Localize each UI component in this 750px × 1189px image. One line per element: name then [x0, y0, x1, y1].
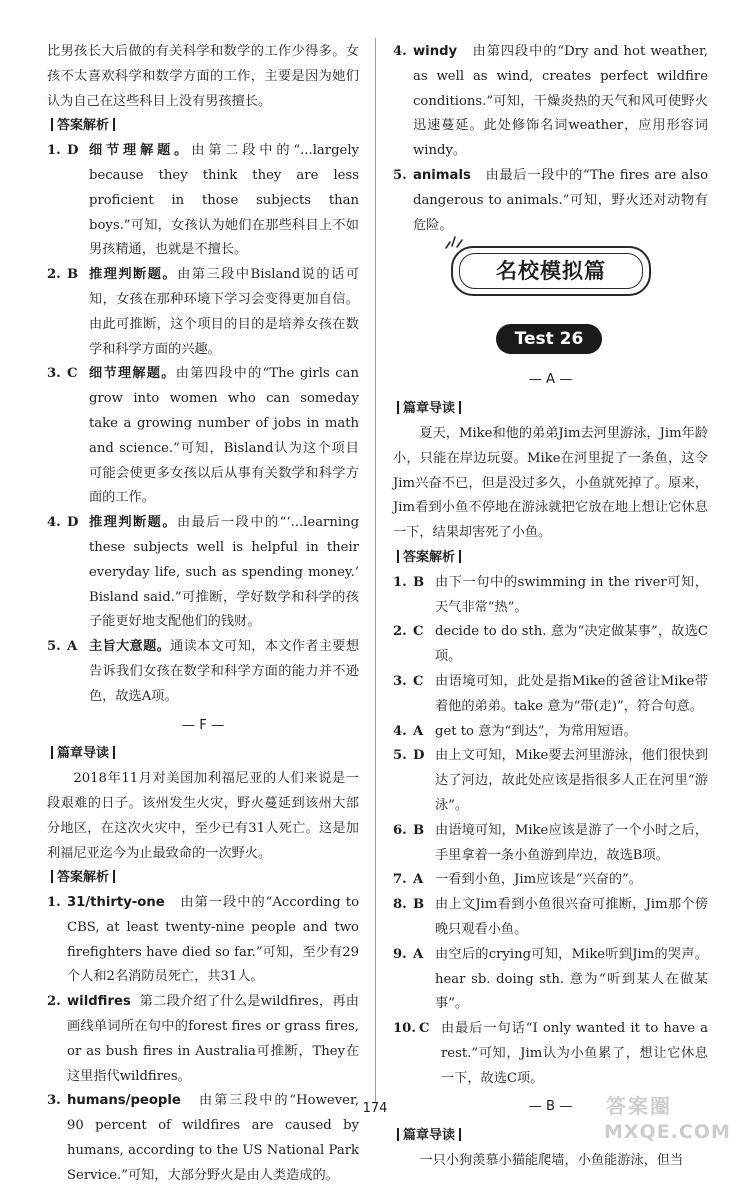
answer-item: 7. A 一看到小鱼，Jim应该是“兴奋的”。	[393, 872, 642, 888]
test-label: Test 26	[496, 324, 602, 354]
answer-item: 2. wildfires 第二段介绍了什么是wildfires，再由画线单词所在句中的forest fires or grass fires, or as bush fires in Australia可推断，They在这里指代wildfires。	[47, 994, 359, 1084]
answer-item: 3. humans/people 由第三段中的“However, 90 percent of wildfires are caused by humans, according to the US National Park Service.”可知，大部分野火是由人类造成的。	[47, 1093, 360, 1183]
answer-analysis-heading: 答案解析	[47, 116, 119, 136]
chapter-guide-f: 2018年11月对美国加利福尼亚的人们来说是一段艰难的日子。该州发生火灾，野火蔓延到该州大部分地区，在这次火灾中，至少已有31人死亡。这是加利福尼亚迄今为止最致命的一次野火。	[47, 771, 359, 861]
answer-item: 1. D 细节理解题。由第二段中的“...largely because they think they are less proficient in those subjects than boys.”可知，女孩认为她们在那些科目上不如男孩精通，也就是不擅长。	[47, 143, 359, 258]
watermark-logo: 答案圈 MXQE.COM	[604, 1094, 731, 1143]
answer-item: 8. B 由上文Jim看到小鱼很兴奋可推断，Jim那个傍晚只观看小鱼。	[393, 897, 708, 937]
banner-title: 名校模拟篇	[496, 258, 606, 283]
answer-item: 10. C 由最后一句话“I only wanted it to have a rest.”可知，Jim认为小鱼累了，想让它休息一下，故选C项。	[393, 1021, 708, 1086]
answer-item: 5. A 主旨大意题。通读本文可知，本文作者主要想告诉我们女孩在数学和科学方面的能力并不逊色，故选A项。	[47, 639, 360, 704]
answer-item: 4. D 推理判断题。由最后一段中的“‘...learning these subjects well is helpful in their everyday life, such as spending money.’ Bisland said.”可推断，学好数学和科学的孩子能更好地支配他们的钱财。	[47, 515, 360, 630]
answer-item: 4. A get to 意为“到达”，为常用短语。	[393, 723, 637, 739]
answer-analysis-heading: 答案解析	[47, 868, 119, 888]
answer-item: 2. B 推理判断题。由第三段中Bisland说的话可知，女孩在那种环境下学习会变得更加自信。由此可推断，这个项目的目的是培养女孩在数学和科学方面的兴趣。	[47, 267, 359, 357]
part-a-heading: — A —	[528, 372, 573, 388]
answer-item: 3. C 细节理解题。由第四段中的“The girls can grow into women who can someday take a growing number of jobs in math and science.”可知，Bisland认为这个项目可能会使更多女孩以后从事有关数学和科学方面的工作。	[47, 366, 359, 506]
answer-item: 2. C decide to do sth. 意为“决定做某事”，故选C项。	[393, 624, 708, 665]
chapter-guide-heading: 篇章导读	[393, 399, 465, 419]
answer-item: 1. B 由下一句中的swimming in the river可知，天气非常“热”。	[393, 574, 708, 615]
banner-frame	[451, 246, 651, 296]
passage-e-translation-end: 比男孩长大后做的有关科学和数学的工作少得多。女孩不太喜欢科学和数学方面的工作，主要是因为她们认为自己在这些科目上没有男孩擅长。	[47, 44, 359, 109]
chapter-guide-a: 夏天，Mike和他的弟弟Jim去河里游泳，Jim年龄小，只能在岸边玩耍。Mike在河里捉了一条鱼，这令Jim兴奋不已，但是没过多久，小鱼就死掉了。原来，Jim看到小鱼不停地在游泳就把它放在地上想让它休息一下，结果却害死了小鱼。	[393, 425, 708, 541]
answer-analysis-heading: 答案解析	[393, 548, 465, 568]
right-column	[393, 40, 708, 1174]
answer-item: 3. C 由语境可知，此处是指Mike的爸爸让Mike带着他的弟弟。take 意为“带(走)”，符合句意。	[393, 673, 708, 714]
part-f-heading: — F —	[181, 717, 225, 733]
answer-item: 4. windy 由第四段中的“Dry and hot weather, as well as wind, creates perfect wildfire conditions.”可知，干燥炎热的天气和风可使野火迅速蔓延。此处修饰名词weather，应用形容词windy。	[393, 44, 708, 159]
answer-item: 5. D 由上文可知，Mike要去河里游泳，他们很快到达了河边，故此处应该是指很多人正在河里“游泳”。	[393, 748, 708, 813]
page-number: 174	[362, 1101, 388, 1116]
answer-item: 6. B 由语境可知，Mike应该是游了一个小时之后，手里拿着一条小鱼游到岸边，故选B项。	[393, 822, 708, 863]
chapter-guide-b: 一只小狗羡慕小猫能爬墙，小鱼能游泳，但当	[419, 1153, 684, 1169]
answer-item: 9. A 由空后的crying可知，Mike听到Jim的哭声。hear sb. doing sth. 意为“听到某人在做某事”。	[393, 946, 708, 1012]
left-column	[47, 40, 359, 1189]
chapter-guide-heading: 篇章导读	[47, 744, 119, 764]
answer-item: 5. animals 由最后一段中的“The fires are also dangerous to animals.”可知，野火还对动物有危险。	[393, 167, 709, 233]
section-banner	[393, 238, 708, 364]
chapter-guide-heading: 篇章导读	[393, 1126, 465, 1146]
part-b-heading: — B —	[528, 1099, 573, 1115]
answer-item: 1. 31/thirty-one 由第一段中的“According to CBS, at least twenty-nine people and two firefighters have died so far.”可知，至少有29个人和2名消防员死亡，共31人。	[47, 895, 360, 985]
column-divider	[375, 38, 376, 1103]
